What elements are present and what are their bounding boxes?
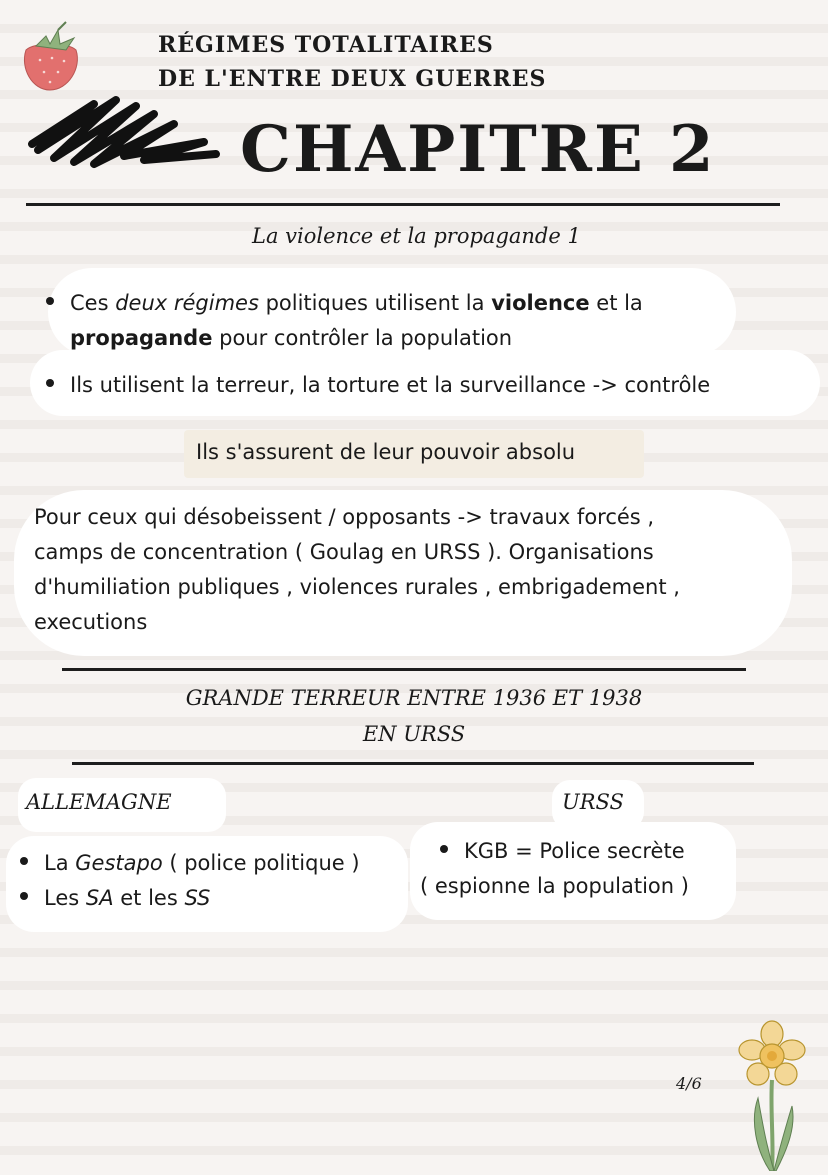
paragraph-text: Pour ceux qui désobeissent / opposants -> travaux forcés , camps de concentration ( Goulag en URSS ). Organisations d'humiliation publiques , violences rurales , embrigadement , executions — [34, 505, 680, 634]
title-line-2: DE L'ENTRE DEUX GUERRES — [158, 66, 547, 92]
highlight-text: Ils s'assurent de leur pouvoir absolu — [196, 440, 576, 464]
allemagne-list — [14, 846, 360, 916]
urss-heading: URSS — [562, 790, 624, 814]
section-subtitle: La violence et la propagande 1 — [252, 224, 581, 248]
divider-middle-1 — [62, 668, 746, 671]
allemagne-heading: ALLEMAGNE — [26, 790, 172, 814]
chapter-heading: CHAPITRE 2 — [240, 112, 716, 187]
list-item: Ces deux régimes politiques utilisent la violence et la propagande pour contrôler la population — [40, 286, 820, 356]
list-item: Ils utilisent la terreur, la torture et la surveillance -> contrôle — [40, 368, 820, 403]
main-bullet-list — [40, 286, 820, 403]
list-item: La Gestapo ( police politique ) — [14, 846, 360, 881]
urss-item-continuation: ( espionne la population ) — [420, 874, 689, 898]
daffodil-icon — [736, 1020, 812, 1171]
list-item: KGB = Police secrète — [434, 834, 685, 869]
page-number: 4/6 — [676, 1074, 702, 1093]
terror-heading: GRANDE TERREUR ENTRE 1936 ET 1938 EN URSS — [185, 686, 643, 746]
scribble-decoration — [24, 84, 224, 170]
divider-middle-2 — [72, 762, 754, 765]
divider-top — [26, 203, 780, 206]
urss-list — [434, 834, 685, 869]
title-line-1: RÉGIMES TOTALITAIRES — [158, 32, 494, 58]
list-item: Les SA et les SS — [14, 881, 360, 916]
